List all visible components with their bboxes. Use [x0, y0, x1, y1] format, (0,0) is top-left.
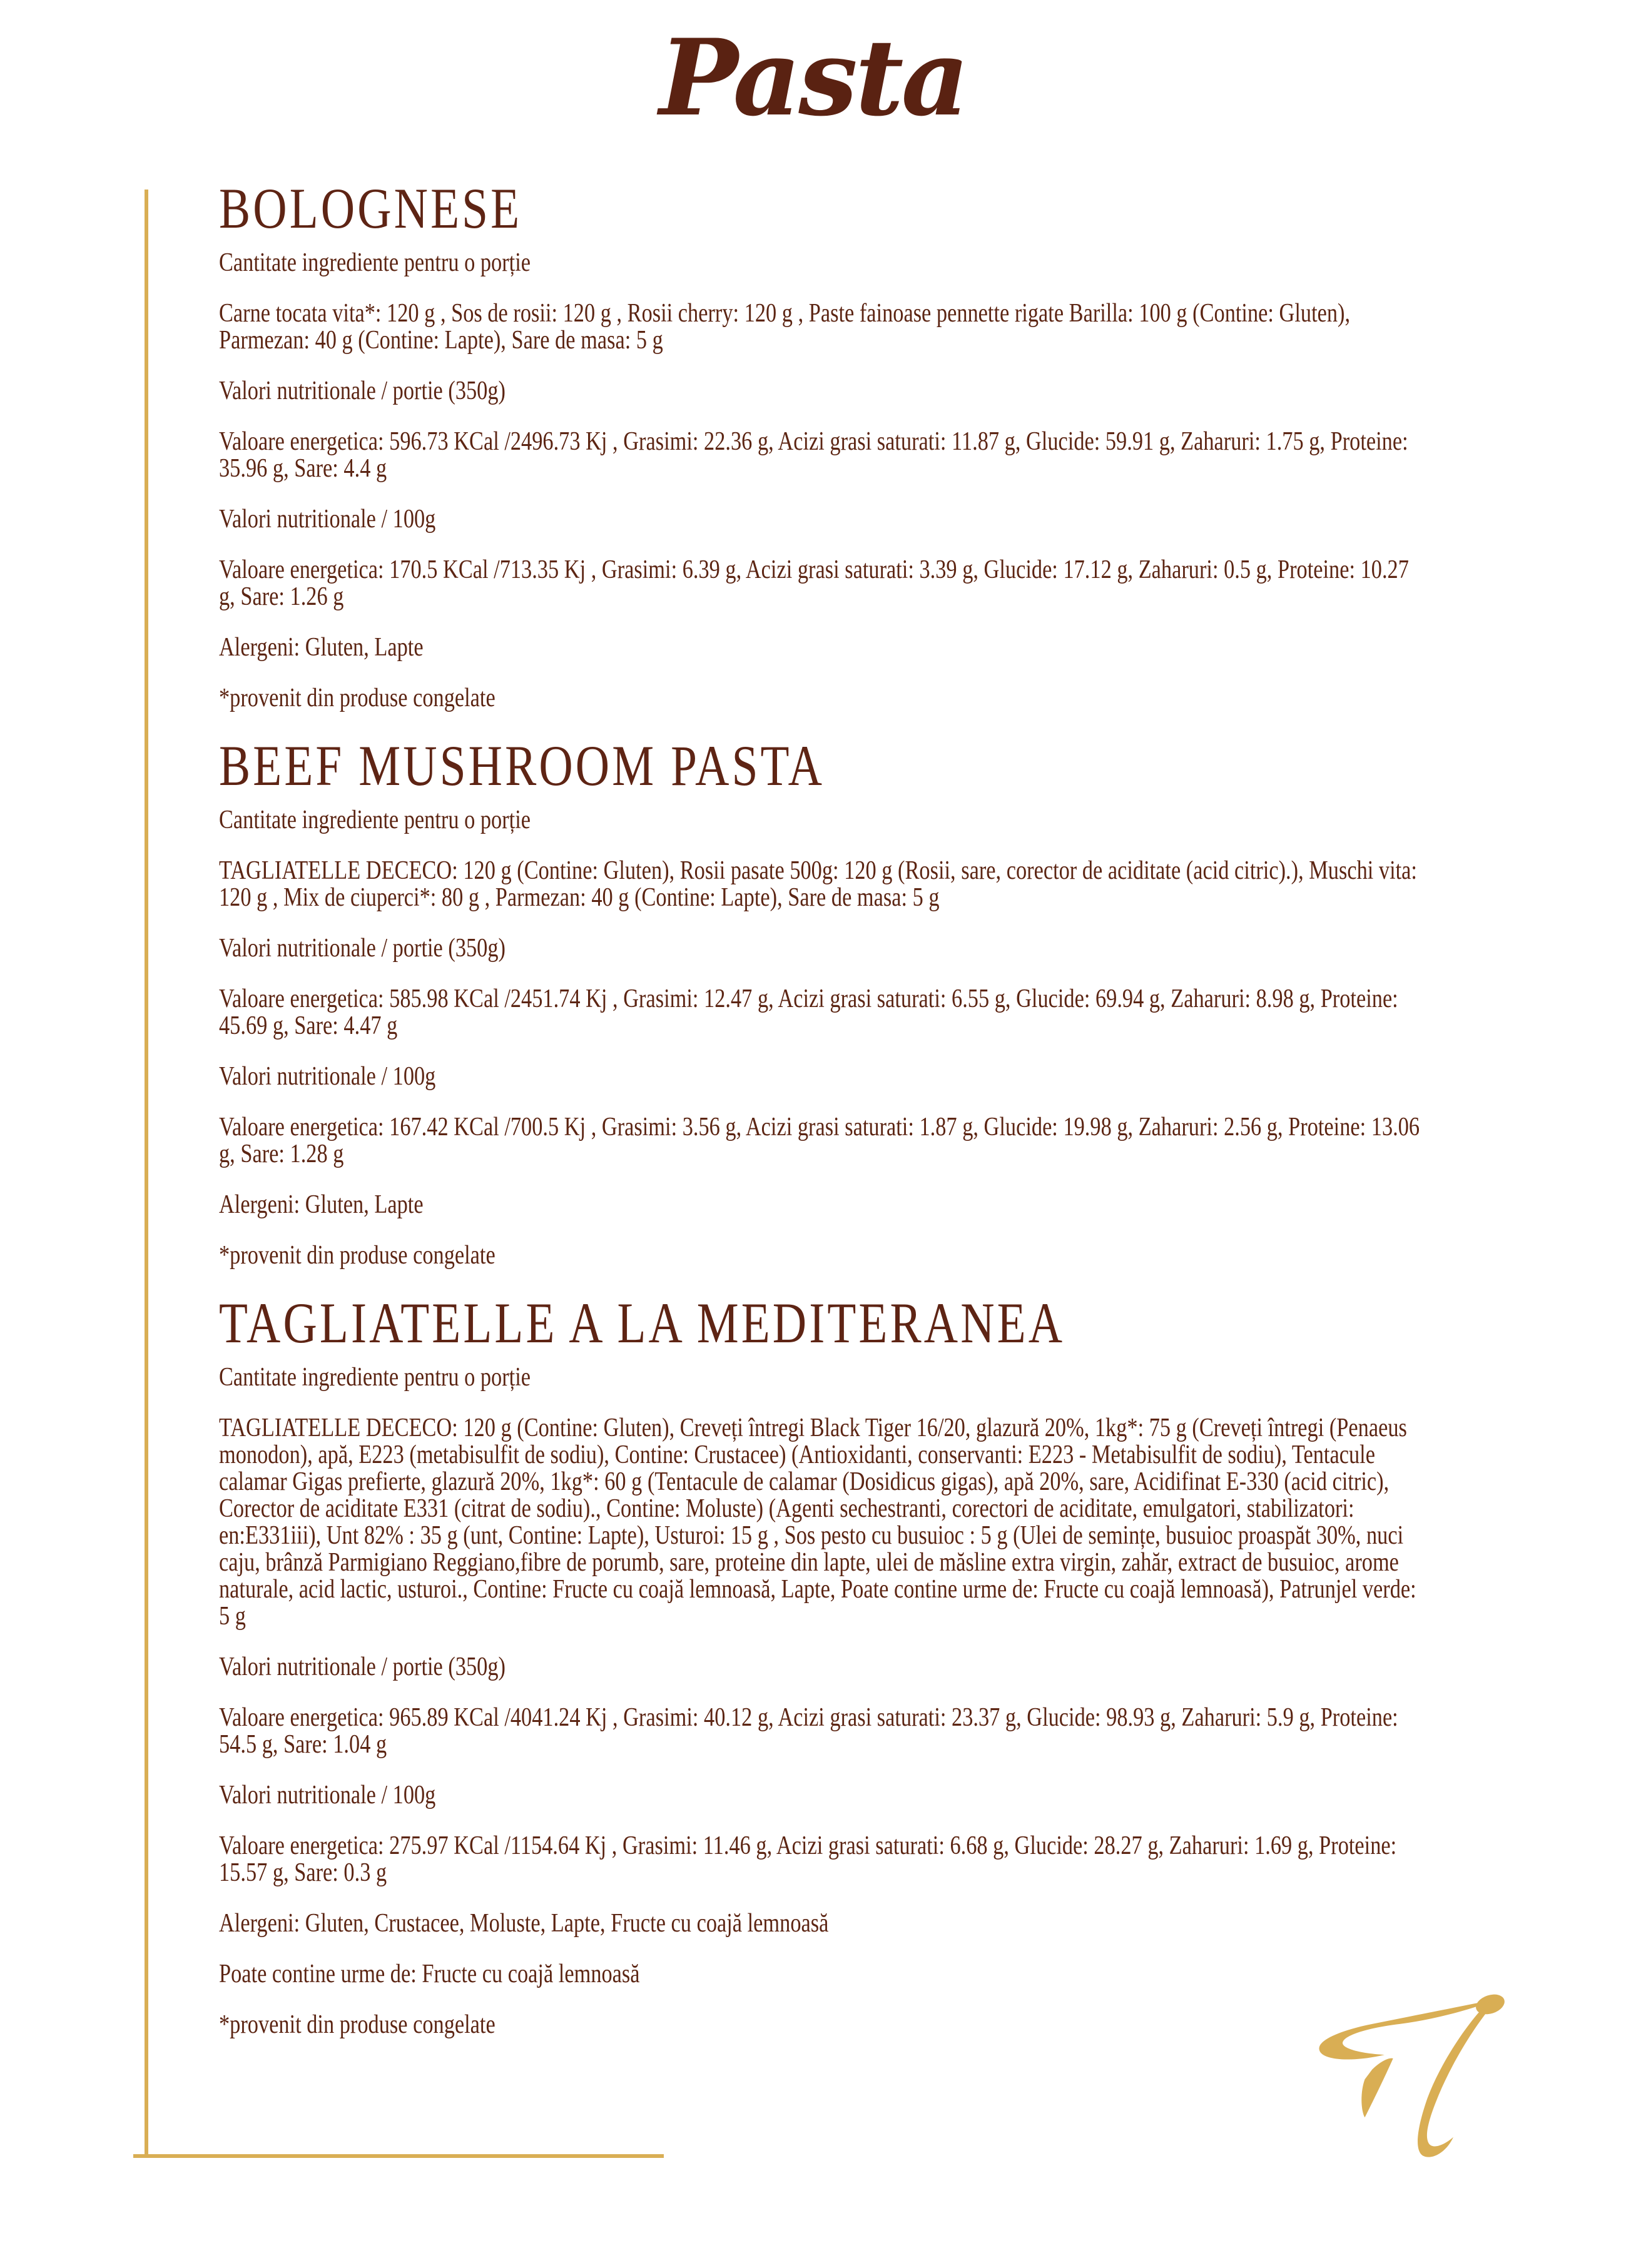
nutrition-100-text: Valoare energetica: 275.97 KCal /1154.64 Kj , Grasimi: 11.46 g, Acizi grasi saturati: 6.68 g, Glucide: 28.27 g, Zaharuri: 1.69 g, Proteine: 15.57 g, Sare: 0.3 g [219, 1831, 1397, 1887]
nutrition-portion-header: Valori nutritionale / portie (350g) [219, 934, 506, 963]
frozen-note: *provenit din produse congelate [219, 2010, 495, 2039]
nutrition-100-header: Valori nutritionale / 100g [219, 1062, 436, 1091]
traces-text: Poate contine urme de: Fructe cu coajă lemnoasă [219, 1960, 640, 1988]
dish-section-tagliatelle-mediteranea [219, 1293, 1421, 2038]
dish-title: TAGLIATELLE A LA MEDITERANEA [219, 1291, 1065, 1355]
dish-title: BOLOGNESE [219, 176, 522, 240]
left-border-line [145, 190, 148, 2154]
nutrition-100-header: Valori nutritionale / 100g [219, 505, 436, 534]
ingredients-text: Carne tocata vita*: 120 g , Sos de rosii: 120 g , Rosii cherry: 120 g , Paste fainoase pennette rigate Barilla: 100 g (Contine: Gluten), Parmezan: 40 g (Contine: Lapte), Sare de masa: 5 g [219, 299, 1351, 355]
allergens-text: Alergeni: Gluten, Crustacee, Moluste, Lapte, Fructe cu coajă lemnoasă [219, 1909, 829, 1938]
nutrition-portion-header: Valori nutritionale / portie (350g) [219, 377, 506, 405]
ingredients-text: TAGLIATELLE DECECO: 120 g (Contine: Gluten), Creveți întregi Black Tiger 16/20, glazură 20%, 1kg*: 75 g (Creveți întregi (Penaeus monodon), apă, E223 (metabisulfit de sodiu), Contine: Crustacee) (Antioxidanti, conservanti: E223 - Metabisulfit de sodiu), Tentacule calamar Gigas prefierte, glazură 20%, 1kg*: 60 g (Tentacule de calamar (Dosidicus gigas), apă 20%, sare, Acidifinat E-330 (acid citric), Corector de aciditate E331 (citrat de sodiu)., Contine: Moluste) (Agenti sechestranti, corectori de aciditate, emulgatori, stabilizatori: en:E331iii), Unt 82% : 35 g (unt, Contine: Lapte), Usturoi: 15 g , Sos pesto cu busuioc : 5 g (Ulei de semințe, busuioc proaspăt 30%, nuci caju, brânză Parmigiano Reggiano,fibre de porumb, sare, proteine din lapte, ulei de măsline extra virgin, zahăr, extract de busuioc, arome naturale, acid lactic, usturoi., Contine: Fructe cu coajă lemnoasă, Lapte, Poate contine urme de: Fructe cu coajă lemnoasă), Patrunjel verde: 5 g [219, 1414, 1416, 1631]
calligraphic-swoosh-icon [1292, 1986, 1508, 2164]
allergens-text: Alergeni: Gluten, Lapte [219, 1190, 424, 1219]
nutrition-100-text: Valoare energetica: 167.42 KCal /700.5 Kj , Grasimi: 3.56 g, Acizi grasi saturati: 1.87 g, Glucide: 19.98 g, Zaharuri: 2.56 g, Proteine: 13.06 g, Sare: 1.28 g [219, 1113, 1420, 1168]
page-title: Pasta [659, 16, 967, 139]
dish-section-bolognese [219, 178, 1421, 712]
portion-header: Cantitate ingrediente pentru o porție [219, 1363, 531, 1392]
portion-header: Cantitate ingrediente pentru o porție [219, 806, 531, 834]
ingredients-text: TAGLIATELLE DECECO: 120 g (Contine: Gluten), Rosii pasate 500g: 120 g (Rosii, sare, corector de aciditate (acid citric).), Muschi vita: 120 g , Mix de ciuperci*: 80 g , Parmezan: 40 g (Contine: Lapte), Sare de masa: 5 g [219, 856, 1417, 912]
frozen-note: *provenit din produse congelate [219, 684, 495, 712]
nutrition-portion-text: Valoare energetica: 585.98 KCal /2451.74 Kj , Grasimi: 12.47 g, Acizi grasi saturati: 6.55 g, Glucide: 69.94 g, Zaharuri: 8.98 g, Proteine: 45.69 g, Sare: 4.47 g [219, 985, 1398, 1040]
nutrition-portion-text: Valoare energetica: 965.89 KCal /4041.24 Kj , Grasimi: 40.12 g, Acizi grasi saturati: 23.37 g, Glucide: 98.93 g, Zaharuri: 5.9 g, Proteine: 54.5 g, Sare: 1.04 g [219, 1703, 1398, 1759]
allergens-text: Alergeni: Gluten, Lapte [219, 633, 424, 662]
portion-header: Cantitate ingrediente pentru o porție [219, 248, 531, 277]
nutrition-100-header: Valori nutritionale / 100g [219, 1781, 436, 1810]
dish-section-beef-mushroom-pasta [219, 736, 1421, 1269]
nutrition-portion-text: Valoare energetica: 596.73 KCal /2496.73 Kj , Grasimi: 22.36 g, Acizi grasi saturati: 11.87 g, Glucide: 59.91 g, Zaharuri: 1.75 g, Proteine: 35.96 g, Sare: 4.4 g [219, 427, 1408, 483]
frozen-note: *provenit din produse congelate [219, 1241, 495, 1270]
bottom-border-line [133, 2154, 664, 2158]
nutrition-100-text: Valoare energetica: 170.5 KCal /713.35 Kj , Grasimi: 6.39 g, Acizi grasi saturati: 3.39 g, Glucide: 17.12 g, Zaharuri: 0.5 g, Proteine: 10.27 g, Sare: 1.26 g [219, 555, 1409, 611]
nutrition-portion-header: Valori nutritionale / portie (350g) [219, 1653, 506, 1681]
menu-content [219, 178, 1421, 2062]
dish-title: BEEF MUSHROOM PASTA [219, 734, 825, 797]
